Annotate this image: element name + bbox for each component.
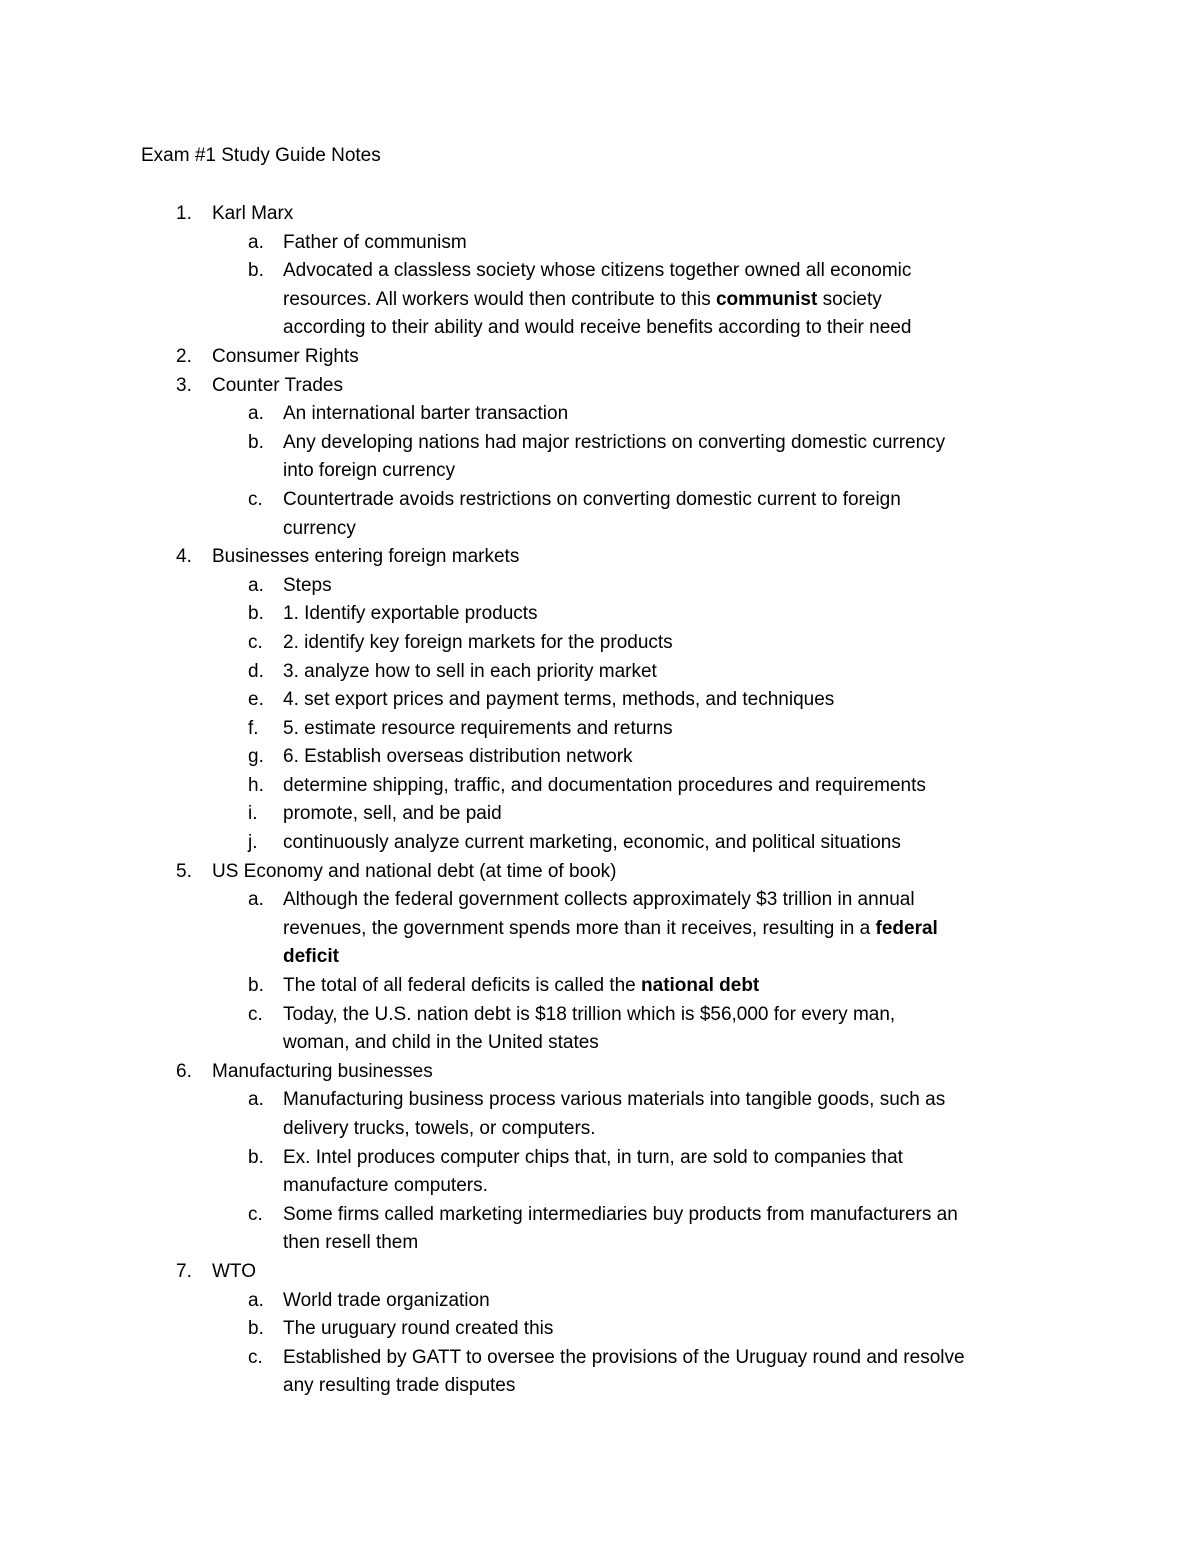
item-text: Karl Marx bbox=[212, 203, 294, 224]
item-text: Countertrade avoids restrictions on converting domestic current to foreign bbox=[283, 488, 901, 510]
list-marker: c. bbox=[248, 1203, 263, 1225]
list-marker: c. bbox=[248, 1346, 263, 1368]
list-marker: e. bbox=[248, 689, 264, 711]
outline-subitem bbox=[0, 1001, 1200, 1030]
outline-subitem bbox=[0, 658, 1200, 687]
item-text: any resulting trade disputes bbox=[283, 1375, 516, 1397]
outline-subitem bbox=[0, 1344, 1200, 1373]
item-text: according to their ability and would receive benefits according to their need bbox=[283, 317, 912, 339]
outline-item bbox=[0, 543, 1200, 572]
item-text: delivery trucks, towels, or computers. bbox=[283, 1118, 596, 1139]
list-marker: 4. bbox=[176, 546, 192, 568]
outline-subitem bbox=[0, 400, 1200, 429]
item-text: Some firms called marketing intermediaries buy products from manufacturers an bbox=[283, 1203, 958, 1225]
bold-term: federal bbox=[875, 917, 938, 939]
bold-term: deficit bbox=[283, 946, 339, 968]
item-text: determine shipping, traffic, and documentation procedures and requirements bbox=[283, 774, 926, 796]
item-text: promote, sell, and be paid bbox=[283, 803, 502, 825]
item-text: WTO bbox=[212, 1260, 256, 1282]
outline-subitem bbox=[0, 572, 1200, 601]
list-marker: 5. bbox=[176, 860, 192, 882]
bold-term: communist bbox=[715, 288, 818, 310]
item-text: Consumer Rights bbox=[212, 345, 359, 367]
list-marker: g. bbox=[248, 746, 264, 768]
outline-item bbox=[0, 1058, 1200, 1087]
outline-continuation bbox=[0, 1029, 1200, 1058]
item-text: 2. identify key foreign markets for the products bbox=[283, 631, 673, 653]
outline-subitem bbox=[0, 886, 1200, 915]
outline-subitem bbox=[0, 800, 1200, 829]
outline-subitem bbox=[0, 629, 1200, 658]
list-marker: a. bbox=[248, 231, 264, 253]
outline-continuation bbox=[0, 1172, 1200, 1201]
item-text: continuously analyze current marketing, economic, and political situations bbox=[283, 832, 901, 854]
item-text: The uruguary round created this bbox=[283, 1318, 554, 1340]
list-marker: c. bbox=[248, 631, 263, 653]
item-text: 6. Establish overseas distribution network bbox=[283, 746, 633, 768]
text-run: resources. All workers would then contribute to this bbox=[283, 288, 716, 310]
list-marker: c. bbox=[248, 488, 263, 510]
text-run: The total of all federal deficits is called the bbox=[283, 975, 642, 997]
item-text: Today, the U.S. nation debt is $18 trillion which is $56,000 for every man, bbox=[283, 1003, 896, 1025]
outline-continuation bbox=[0, 943, 1200, 972]
item-text: 3. analyze how to sell in each priority market bbox=[283, 660, 657, 682]
text-run: society bbox=[817, 288, 882, 310]
item-text: Ex. Intel produces computer chips that, in turn, are sold to companies that bbox=[283, 1146, 903, 1168]
list-marker: 2. bbox=[176, 345, 192, 367]
item-text: Steps bbox=[283, 574, 332, 596]
outline-continuation bbox=[0, 515, 1200, 544]
list-marker: a. bbox=[248, 574, 264, 596]
list-marker: 7. bbox=[176, 1260, 192, 1282]
outline-subitem bbox=[0, 743, 1200, 772]
outline-item bbox=[0, 200, 1200, 229]
outline-subitem bbox=[0, 1086, 1200, 1115]
outline-subitem bbox=[0, 600, 1200, 629]
notes-outline bbox=[0, 200, 1200, 1401]
list-marker: 3. bbox=[176, 374, 192, 396]
bold-term: national debt bbox=[641, 975, 760, 997]
list-marker: b. bbox=[248, 603, 264, 625]
list-marker: a. bbox=[248, 1289, 264, 1311]
item-text: woman, and child in the United states bbox=[283, 1032, 599, 1054]
item-text bbox=[283, 915, 938, 944]
document-title: Exam #1 Study Guide Notes bbox=[141, 145, 381, 166]
list-marker: b. bbox=[248, 1146, 264, 1168]
outline-continuation bbox=[0, 314, 1200, 343]
text-run: revenues, the government spends more than it receives, resulting in a bbox=[283, 917, 876, 939]
outline-subitem bbox=[0, 229, 1200, 258]
item-text: An international barter transaction bbox=[283, 403, 569, 425]
outline-item bbox=[0, 858, 1200, 887]
outline-continuation bbox=[0, 1229, 1200, 1258]
outline-subitem bbox=[0, 972, 1200, 1001]
item-text: 4. set export prices and payment terms, methods, and techniques bbox=[283, 689, 835, 711]
outline-subitem bbox=[0, 1201, 1200, 1230]
list-marker: a. bbox=[248, 403, 264, 425]
item-text: Any developing nations had major restrictions on converting domestic currency bbox=[283, 431, 946, 453]
item-text: Father of communism bbox=[283, 231, 467, 253]
outline-item bbox=[0, 1258, 1200, 1287]
outline-item bbox=[0, 372, 1200, 401]
item-text: currency bbox=[283, 517, 356, 539]
outline-continuation bbox=[0, 1115, 1200, 1144]
outline-continuation bbox=[0, 457, 1200, 486]
item-text: Established by GATT to oversee the provisions of the Uruguay round and resolve bbox=[283, 1346, 965, 1368]
list-marker: j. bbox=[248, 832, 258, 854]
outline-subitem bbox=[0, 829, 1200, 858]
list-marker: h. bbox=[248, 774, 264, 796]
list-marker: a. bbox=[248, 889, 264, 911]
list-marker: b. bbox=[248, 1318, 264, 1340]
list-marker: f. bbox=[248, 717, 259, 739]
outline-subitem bbox=[0, 1315, 1200, 1344]
outline-subitem bbox=[0, 1287, 1200, 1316]
list-marker: b. bbox=[248, 431, 264, 453]
item-text: 5. estimate resource requirements and returns bbox=[283, 717, 673, 739]
outline-subitem bbox=[0, 1144, 1200, 1173]
outline-continuation bbox=[0, 915, 1200, 944]
item-text: Manufacturing businesses bbox=[212, 1060, 433, 1082]
item-text: manufacture computers. bbox=[283, 1175, 488, 1197]
outline-subitem bbox=[0, 257, 1200, 286]
outline-continuation bbox=[0, 1372, 1200, 1401]
list-marker: b. bbox=[248, 260, 264, 282]
item-text: 1. Identify exportable products bbox=[283, 603, 538, 625]
item-text: Businesses entering foreign markets bbox=[212, 546, 520, 568]
item-text: US Economy and national debt (at time of book) bbox=[212, 860, 617, 882]
item-text: Although the federal government collects approximately $3 trillion in annual bbox=[283, 889, 915, 911]
list-marker: d. bbox=[248, 660, 264, 682]
list-marker: i. bbox=[248, 803, 258, 825]
outline-subitem bbox=[0, 486, 1200, 515]
item-text: then resell them bbox=[283, 1232, 419, 1254]
outline-subitem bbox=[0, 686, 1200, 715]
outline-subitem bbox=[0, 772, 1200, 801]
list-marker: 6. bbox=[176, 1060, 192, 1082]
item-text bbox=[283, 943, 339, 972]
item-text: Manufacturing business process various materials into tangible goods, such as bbox=[283, 1089, 946, 1111]
list-marker: c. bbox=[248, 1003, 263, 1025]
item-text bbox=[283, 972, 759, 1001]
list-marker: b. bbox=[248, 975, 264, 997]
item-text: into foreign currency bbox=[283, 460, 456, 482]
outline-item bbox=[0, 343, 1200, 372]
outline-continuation bbox=[0, 286, 1200, 315]
list-marker: 1. bbox=[176, 203, 192, 224]
item-text: Counter Trades bbox=[212, 374, 343, 396]
item-text bbox=[283, 286, 882, 315]
outline-subitem bbox=[0, 429, 1200, 458]
item-text: Advocated a classless society whose citizens together owned all economic bbox=[283, 260, 912, 282]
outline-subitem bbox=[0, 715, 1200, 744]
item-text: World trade organization bbox=[283, 1289, 490, 1311]
list-marker: a. bbox=[248, 1089, 264, 1111]
